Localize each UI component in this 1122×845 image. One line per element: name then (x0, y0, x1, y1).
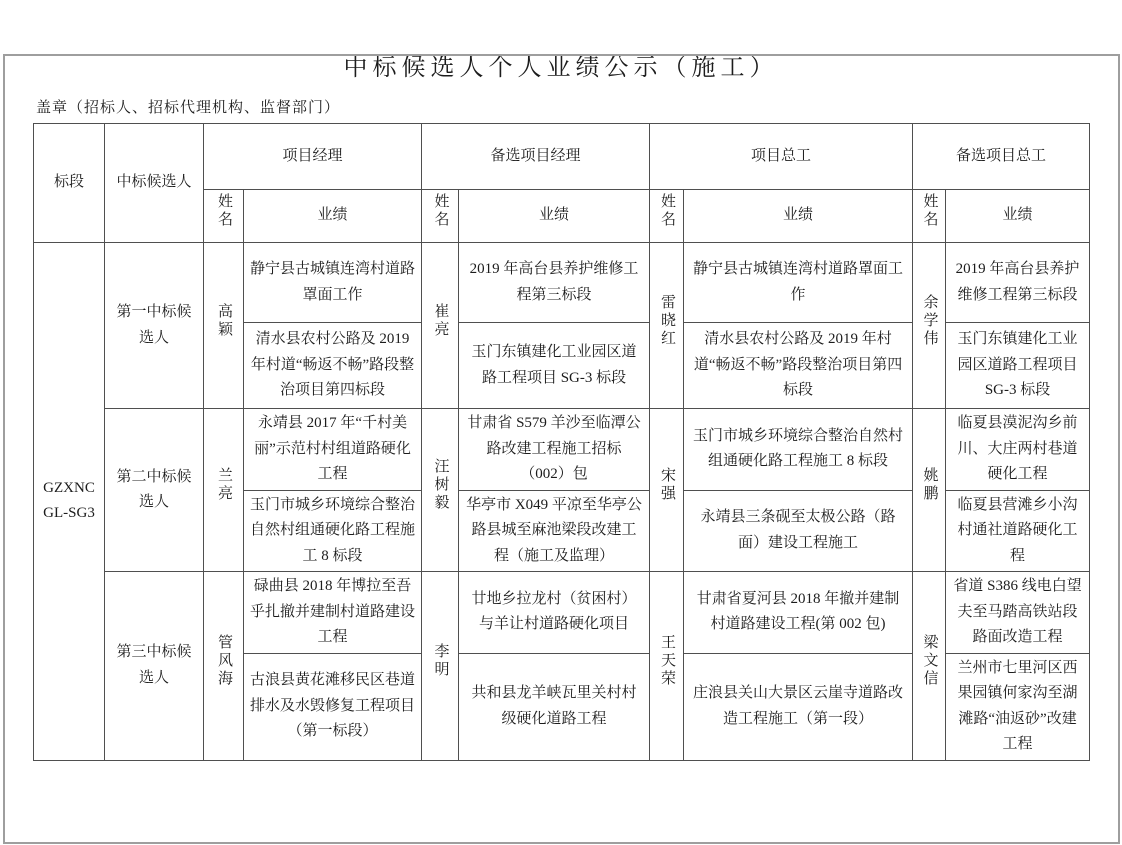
ce-perf-cell: 玉门市城乡环境综合整治自然村组通硬化路工程施工 8 标段 (684, 409, 913, 491)
pm-name-cell: 高颖 (204, 243, 244, 409)
ace-perf-cell: 省道 S386 线电白望夫至马踏高铁站段路面改造工程 (946, 572, 1090, 654)
apm-name-cell: 李明 (422, 572, 459, 761)
apm-perf-cell: 2019 年高台县养护维修工程第三标段 (459, 243, 650, 323)
ce-perf-cell: 永靖县三条砚至太极公路（路面）建设工程施工 (684, 490, 913, 572)
pm-perf-cell: 玉门市城乡环境综合整治自然村组通硬化路工程施工 8 标段 (244, 490, 422, 572)
ace-perf-cell: 玉门东镇建化工业园区道路工程项目 SG-3 标段 (946, 323, 1090, 409)
pm-name-cell: 兰亮 (204, 409, 244, 572)
apm-perf-cell: 甘肃省 S579 羊沙至临潭公路改建工程施工招标（002）包 (459, 409, 650, 491)
table-row (34, 409, 1090, 491)
pm-perf-cell: 清水县农村公路及 2019 年村道“畅返不畅”路段整治项目第四标段 (244, 323, 422, 409)
ce-perf-cell: 甘肃省夏河县 2018 年撤并建制村道路建设工程(第 002 包) (684, 572, 913, 654)
table-row (34, 243, 1090, 323)
pm-perf-cell: 碌曲县 2018 年博拉至吾乎扎撤并建制村道路建设工程 (244, 572, 422, 654)
apm-perf-cell: 廿地乡拉龙村（贫困村）与羊让村道路硬化项目 (459, 572, 650, 654)
ace-perf-cell: 临夏县漠泥沟乡前川、大庄两村巷道硬化工程 (946, 409, 1090, 491)
candidate-3-label: 第三中标候选人 (105, 572, 204, 761)
subheader-name: 姓名 (650, 190, 684, 243)
subheader-name: 姓名 (913, 190, 946, 243)
ce-perf-cell: 静宁县古城镇连湾村道路罩面工作 (684, 243, 913, 323)
pm-perf-cell: 古浪县黄花滩移民区巷道排水及水毁修复工程项目（第一标段） (244, 653, 422, 760)
col-header-alt-chief-engineer: 备选项目总工 (913, 124, 1090, 190)
table-row (34, 572, 1090, 654)
header-row-groups (34, 124, 1090, 190)
subheader-name: 姓名 (204, 190, 244, 243)
subheader-performance: 业绩 (946, 190, 1090, 243)
ace-name-cell: 余学伟 (913, 243, 946, 409)
apm-perf-cell: 共和县龙羊峡瓦里关村村级硬化道路工程 (459, 653, 650, 760)
seal-instruction-line: 盖章（招标人、招标代理机构、监督部门） (36, 100, 341, 116)
ce-name-cell: 宋强 (650, 409, 684, 572)
subheader-performance: 业绩 (684, 190, 913, 243)
ace-perf-cell: 兰州市七里河区西果园镇何家沟至湖滩路“油返砂”改建工程 (946, 653, 1090, 760)
subheader-name: 姓名 (422, 190, 459, 243)
ace-name-cell: 梁文信 (913, 572, 946, 761)
col-header-chief-engineer: 项目总工 (650, 124, 913, 190)
col-header-candidate: 中标候选人 (105, 124, 204, 243)
apm-name-cell: 崔亮 (422, 243, 459, 409)
subheader-performance: 业绩 (459, 190, 650, 243)
apm-name-cell: 汪树毅 (422, 409, 459, 572)
col-header-project-manager: 项目经理 (204, 124, 422, 190)
apm-perf-cell: 玉门东镇建化工业园区道路工程项目 SG-3 标段 (459, 323, 650, 409)
pm-perf-cell: 永靖县 2017 年“千村美丽”示范村村组道路硬化工程 (244, 409, 422, 491)
apm-perf-cell: 华亭市 X049 平凉至华亭公路县城至麻池梁段改建工程（施工及监理） (459, 490, 650, 572)
page-title: 中标候选人个人业绩公示（施工） (343, 55, 779, 81)
pm-name-cell: 管风海 (204, 572, 244, 761)
section-code-cell: GZXNCGL-SG3 (34, 243, 105, 761)
ce-name-cell: 雷晓红 (650, 243, 684, 409)
col-header-alt-project-manager: 备选项目经理 (422, 124, 650, 190)
col-header-section: 标段 (34, 124, 105, 243)
ce-perf-cell: 庄浪县关山大景区云崖寺道路改造工程施工（第一段） (684, 653, 913, 760)
performance-table (33, 123, 1090, 761)
ace-name-cell: 姚鹏 (913, 409, 946, 572)
ace-perf-cell: 2019 年高台县养护维修工程第三标段 (946, 243, 1090, 323)
subheader-performance: 业绩 (244, 190, 422, 243)
ace-perf-cell: 临夏县营滩乡小沟村通社道路硬化工程 (946, 490, 1090, 572)
pm-perf-cell: 静宁县古城镇连湾村道路罩面工作 (244, 243, 422, 323)
ce-perf-cell: 清水县农村公路及 2019 年村道“畅返不畅”路段整治项目第四标段 (684, 323, 913, 409)
candidate-2-label: 第二中标候选人 (105, 409, 204, 572)
ce-name-cell: 王天荣 (650, 572, 684, 761)
candidate-1-label: 第一中标候选人 (105, 243, 204, 409)
